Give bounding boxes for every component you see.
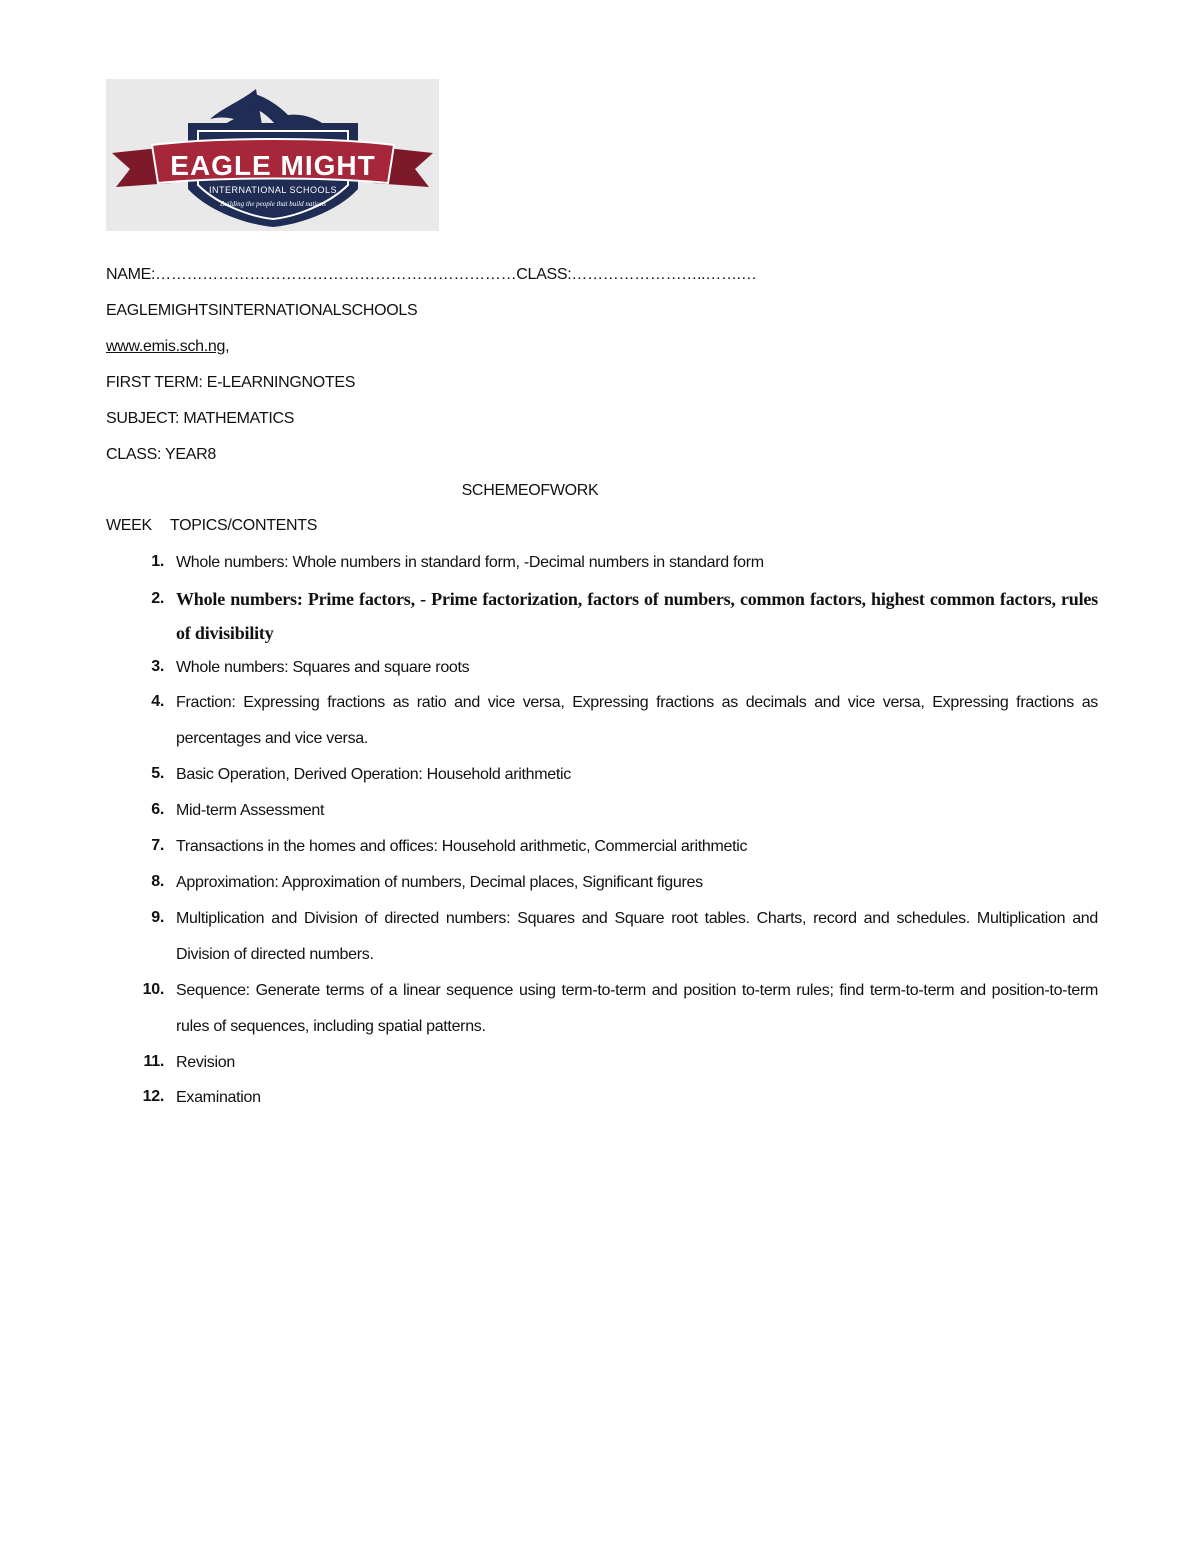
website-suffix: , — [225, 338, 230, 355]
week-number: 5. — [151, 765, 164, 782]
brand-sub-text: INTERNATIONAL SCHOOLS — [208, 185, 338, 195]
week-topic: Multiplication and Division of directed numbers: Squares and Square root tables. Charts, record and schedules. Multiplication and Division of directed numbers. — [176, 910, 1098, 963]
motto-text: Building the people that build nations — [220, 200, 326, 208]
week-topic: Revision — [176, 1054, 235, 1071]
week-topic: Mid-term Assessment — [176, 802, 325, 819]
week-number: 6. — [151, 801, 164, 818]
week-number: 10. — [142, 981, 164, 998]
eagle-crest-icon — [106, 79, 439, 231]
week-number: 3. — [151, 658, 164, 675]
week-column-header: WEEK — [106, 517, 152, 534]
name-class-line: NAME:……………………………………………………………CLASS:……………………..…….… — [106, 266, 757, 283]
week-number: 2. — [151, 590, 164, 607]
week-topic: Fraction: Expressing fractions as ratio and vice versa, Expressing fractions as decimals and vice versa, Expressing fractions as percentages and vice versa. — [176, 694, 1098, 747]
week-topic: Whole numbers: Squares and square roots — [176, 659, 470, 676]
week-topic: Transactions in the homes and offices: Household arithmetic, Commercial arithmetic — [176, 838, 748, 855]
week-topic: Basic Operation, Derived Operation: Household arithmetic — [176, 766, 571, 783]
week-number: 9. — [151, 909, 164, 926]
week-topic: Approximation: Approximation of numbers, Decimal places, Significant figures — [176, 874, 703, 891]
website-line — [106, 338, 229, 356]
subject-line: SUBJECT: MATHEMATICS — [106, 410, 295, 427]
week-topic: Examination — [176, 1089, 261, 1106]
table-header — [106, 517, 317, 535]
week-number: 8. — [151, 873, 164, 890]
week-number: 12. — [142, 1088, 164, 1105]
scheme-title: SCHEMEOFWORK — [461, 482, 599, 499]
topics-column-header: TOPICS/CONTENTS — [169, 517, 318, 534]
week-topic: Whole numbers: Whole numbers in standard form, -Decimal numbers in standard form — [176, 554, 764, 571]
week-number: 4. — [151, 693, 164, 710]
week-number: 7. — [151, 837, 164, 854]
website-link[interactable]: www.emis.sch.ng — [106, 338, 226, 355]
class-line: CLASS: YEAR8 — [106, 446, 216, 463]
week-topic: Whole numbers: Prime factors, - Prime factorization, factors of numbers, common factors, highest common factors, rules of divisibility — [176, 589, 1098, 643]
school-name: EAGLEMIGHTSINTERNATIONALSCHOOLS — [106, 302, 418, 319]
school-logo — [106, 79, 439, 231]
term-line: FIRST TERM: E-LEARNINGNOTES — [106, 374, 356, 391]
week-topic: Sequence: Generate terms of a linear sequence using term-to-term and position to-term rules; find term-to-term and position-to-term rules of sequences, including spatial patterns. — [176, 982, 1098, 1035]
week-number: 11. — [143, 1053, 164, 1070]
brand-name-text: EAGLE MIGHT — [170, 150, 376, 181]
week-number: 1. — [151, 553, 164, 570]
